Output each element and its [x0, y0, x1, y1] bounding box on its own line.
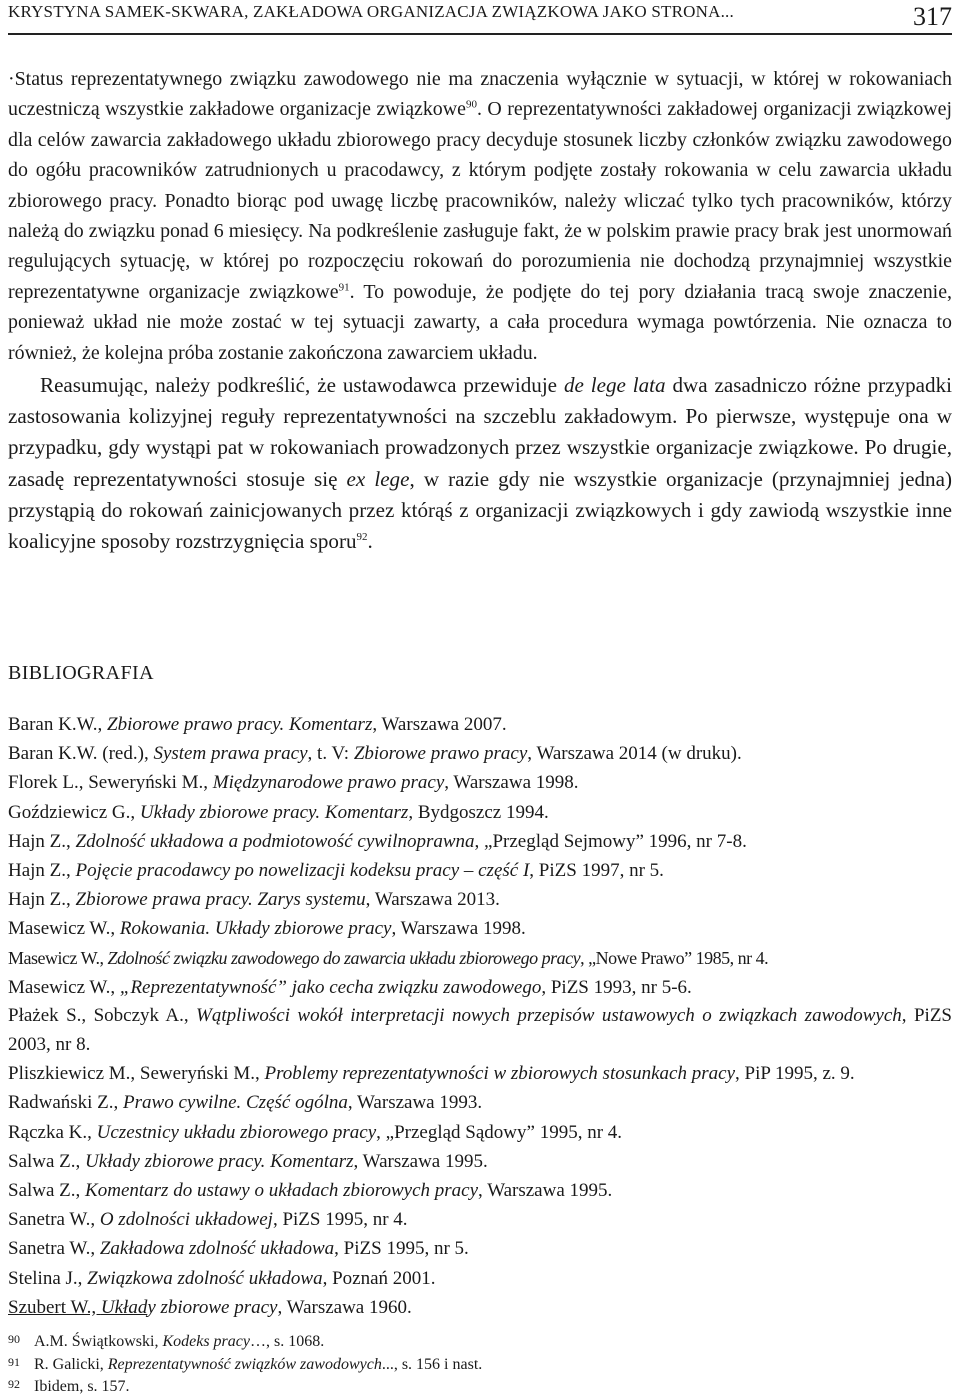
bib-entry: Goździewicz G., Układy zbiorowe pracy. Komentarz, Bydgoszcz 1994. [8, 801, 549, 823]
bib-entry: Hajn Z., Zbiorowe prawa pracy. Zarys systemu, Warszawa 2013. [8, 889, 500, 911]
bib-entry: Florek L., Seweryński M., Międzynarodowe prawo pracy, Warszawa 1998. [8, 772, 579, 794]
footnote-number: 91 [8, 1354, 20, 1369]
bib-entry: Masewicz W., Rokowania. Układy zbiorowe pracy, Warszawa 1998. [8, 918, 526, 940]
running-head [0, 0, 960, 30]
footnote-number: 90 [8, 1332, 20, 1346]
bib-entry: Baran K.W., Zbiorowe prawo pracy. Komentarz, Warszawa 2007. [8, 714, 507, 735]
leading-dot: · [8, 68, 15, 90]
paragraph-1 [8, 64, 952, 368]
bib-entry: Hajn Z., Pojęcie pracodawcy po nowelizacji kodeksu pracy – część I, PiZS 1997, nr 5. [8, 860, 664, 882]
paragraph-2-text-a: Reasumując, należy podkreślić, że ustawodawca przewiduje [40, 373, 564, 398]
footnote-91: 91 R. Galicki, Reprezentatywność związków zawodowych..., s. 156 i nast. [8, 1354, 952, 1377]
bib-entry: Baran K.W. (red.), System prawa pracy, t. V: Zbiorowe prawo pracy, Warszawa 2014 (w druku). [8, 743, 742, 765]
bib-entry: Masewicz W., Zdolność związku zawodowego do zawarcia układu zbiorowego pracy, „Nowe Prawo” 1985, nr 4. [8, 947, 769, 968]
footnotes [8, 1331, 952, 1399]
bib-entry: Sanetra W., Zakładowa zdolność układowa, PiZS 1995, nr 5. [8, 1238, 469, 1260]
paragraph-2-text-c: , w razie gdy nie wszystkie organizacje (przynajmniej jedna) przystąpią do rokowań zainicjowanych przez którąś z organizacji związkowych i gdy zawiodą wszystkie inne koalicyjne sposoby rozstrzygnięcia sporu [8, 466, 952, 554]
body-text [8, 64, 952, 557]
paragraph-2-text-d: . [367, 529, 373, 554]
bib-entry: Salwa Z., Układy zbiorowe pracy. Komentarz, Warszawa 1995. [8, 1150, 488, 1172]
paragraph-1-text-a: Status reprezentatywnego związku zawodowego nie ma znaczenia wyłącznie w sytuacji, w której w rokowaniach uczestniczą wszystkie zakładowe organizacje związkowe [8, 68, 952, 121]
footnote-92: 92 Ibidem, s. 157. [8, 1376, 952, 1399]
paragraph-2-italic-a: de lege lata [563, 373, 666, 398]
bib-entry: Płażek S., Sobczyk A., Wątpliwości wokół interpretacji nowych przepisów ustawowych o związkach zawodowych, PiZS 2003, nr 8. [8, 1005, 952, 1055]
bib-entry: Pliszkiewicz M., Seweryński M., Problemy reprezentatywności w zbiorowych stosunkach pracy, PiP 1995, z. 9. [8, 1062, 855, 1084]
paragraph-2-italic-b: ex lege [346, 466, 410, 491]
bib-entry: Masewicz W., „Reprezentatywność” jako cecha związku zawodowego, PiZS 1993, nr 5-6. [8, 976, 692, 998]
footnote-ref-90[interactable]: 90 [465, 98, 477, 111]
footnote-number: 92 [8, 1377, 20, 1391]
bib-entry: Rączka K., Uczestnicy układu zbiorowego pracy, „Przegląd Sądowy” 1995, nr 4. [8, 1121, 623, 1143]
page-number: 317 [913, 2, 952, 31]
bib-entry: Sanetra W., O zdolności układowej, PiZS 1995, nr 4. [8, 1209, 408, 1231]
bibliography-heading: BIBLIOGRAFIA [8, 662, 154, 684]
paragraph-1-text-b: . O reprezentatywności zakładowej organizacji związkowej dla celów zawarcia zakładowego układu zbiorowego pracy decyduje stosunek liczby członków związku zawodowego do ogółu pracowników zatrudnionych u pracodawcy, z którym podjęte zostały rokowania w celu zawarcia układu zbiorowego pracy. Ponadto biorąc pod uwagę liczbę pracowników, należy wliczać tylko tych pracowników, którzy należą do związku ponad 6 miesięcy. Na podkreślenie zasługuje fakt, że w polskim prawie pracy brak jest unormowań regulujących sytuację, w której po rozpoczęciu rokowań do porozumienia nie dochodzą przynajmniej wszystkie reprezentatywne organizacje związkowe [8, 98, 952, 303]
bib-entry: Szubert W., Układy zbiorowe pracy, Warszawa 1960. [8, 1296, 412, 1318]
paragraph-2-text-b: dwa zasadniczo różne przypadki zastosowania kolizyjnej reguły reprezentatywności na szczeblu zakładowym. Po pierwsze, występuje ona w przypadku, gdy wystąpi pat w rokowaniach prowadzonych przez wszystkie organizacje związkowe. Po drugie, zasadę reprezentatywności stosuje się [8, 373, 953, 491]
bib-entry: Hajn Z., Zdolność układowa a podmiotowość cywilnoprawna, „Przegląd Sejmowy” 1996, nr 7-8. [8, 830, 747, 852]
bib-entry: Radwański Z., Prawo cywilne. Część ogólna, Warszawa 1993. [8, 1092, 483, 1114]
running-head-title: KRYSTYNA SAMEK-SKWARA, ZAKŁADOWA ORGANIZACJA ZWIĄZKOWA JAKO STRONA... [8, 2, 734, 21]
footnote-90: 90 A.M. Świątkowski, Kodeks pracy…, s. 1068. [8, 1331, 952, 1354]
header-rule [8, 33, 952, 35]
paragraph-1-text-c: . To powoduje, że podjęte do tej pory działania tracą swoje znaczenie, ponieważ układ nie może zostać w tej sytuacji zawarty, a cała procedura wymaga powtórzenia. Nie oznacza to również, że kolejna próba zostanie zakończona zawarciem układu. [8, 280, 952, 364]
bib-underlined-segment: Szubert W., Układ [8, 1296, 148, 1318]
bib-entry: Salwa Z., Komentarz do ustawy o układach zbiorowych pracy, Warszawa 1995. [8, 1180, 613, 1202]
paragraph-2 [8, 370, 952, 557]
footnote-ref-92[interactable]: 92 [356, 531, 368, 544]
bibliography-list [8, 710, 952, 1322]
bib-entry: Stelina J., Związkowa zdolność układowa, Poznań 2001. [8, 1267, 436, 1289]
footnote-ref-91[interactable]: 91 [338, 281, 350, 294]
